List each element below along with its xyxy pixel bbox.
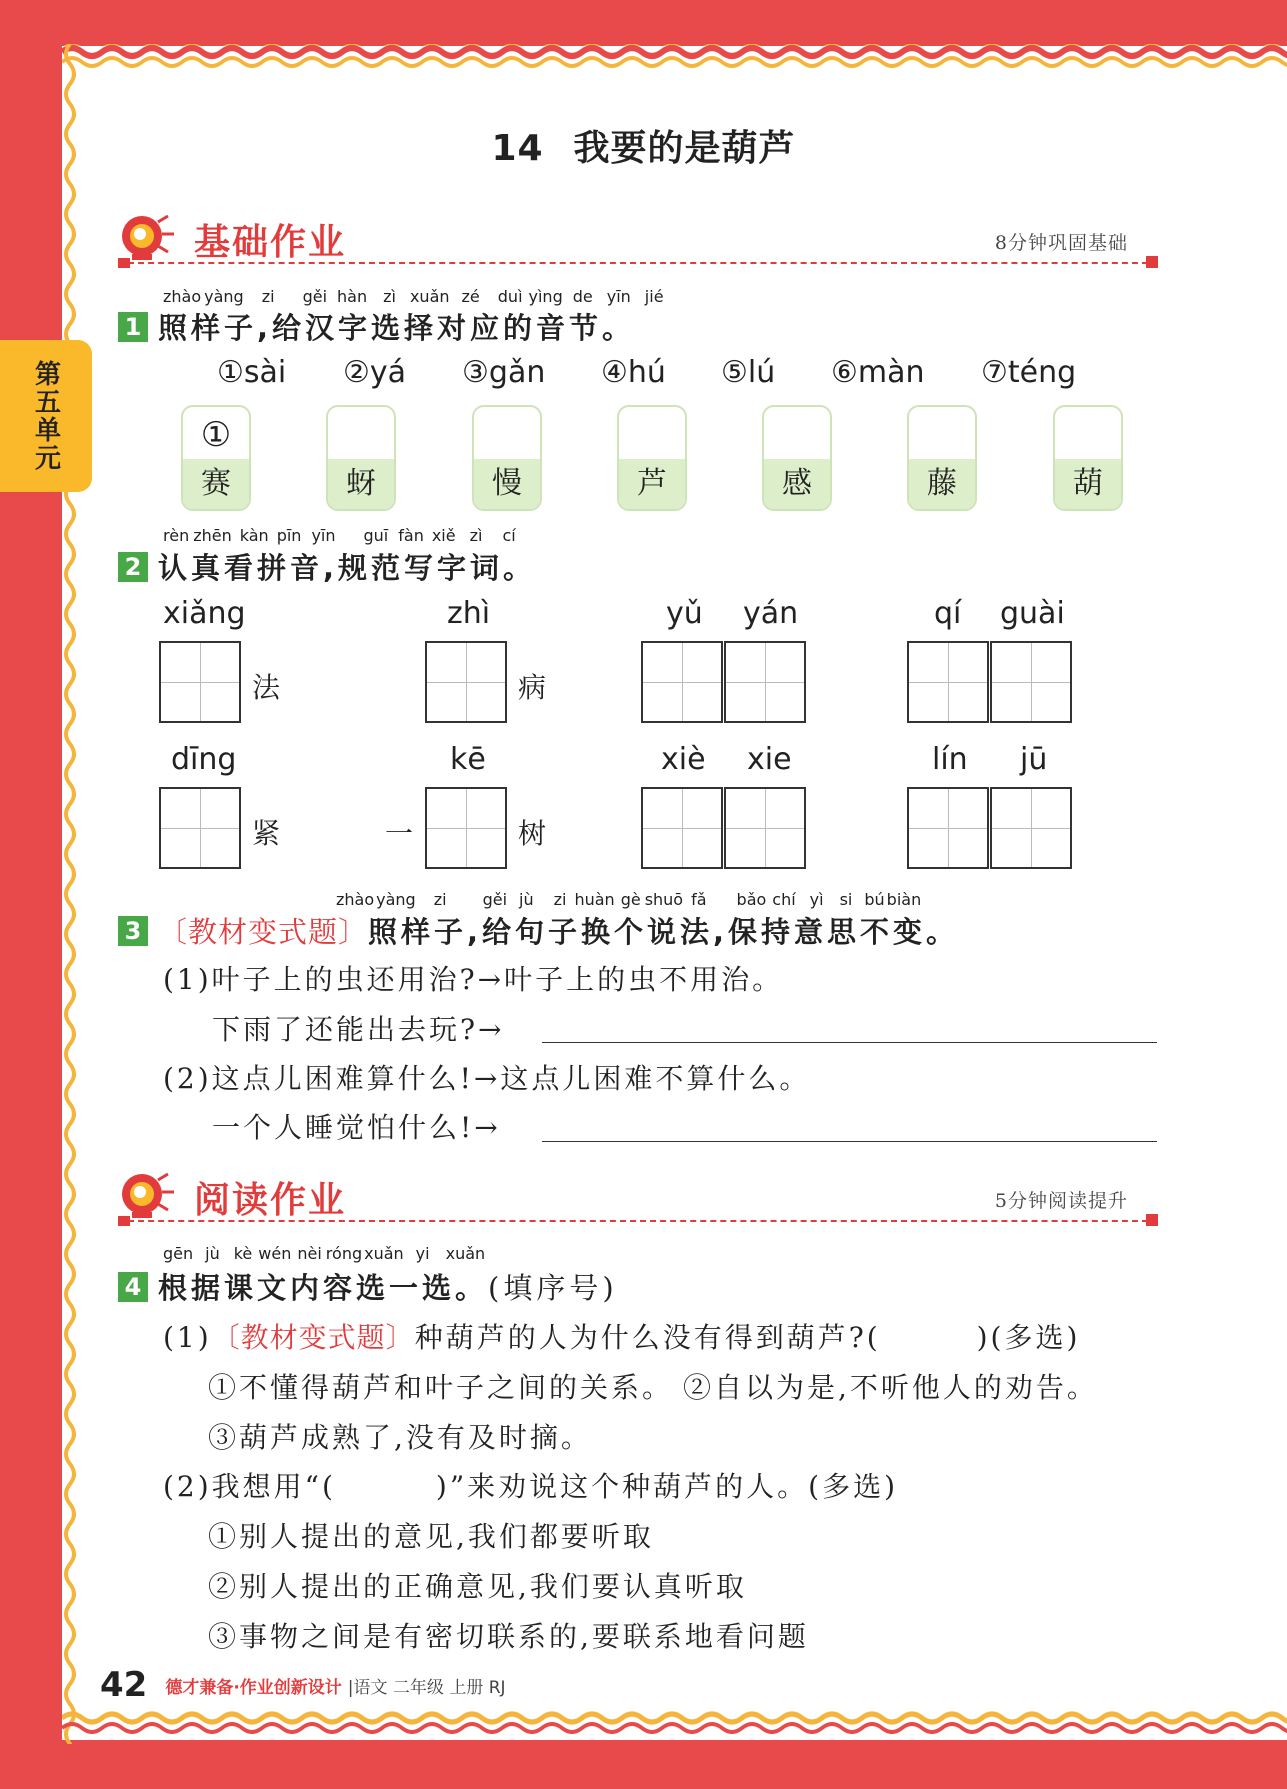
- pinyin-prompt: xie: [747, 742, 792, 777]
- pinyin-prompt: qí: [934, 596, 962, 631]
- question-number: 1: [118, 312, 148, 342]
- page-footer: [100, 1665, 506, 1705]
- writing-grid[interactable]: [159, 641, 241, 723]
- decorative-wave-border-top: [62, 44, 1287, 78]
- rewrite-prompt: 下雨了还能出去玩?→: [212, 1013, 505, 1046]
- character-card: [326, 405, 396, 511]
- pinyin-prompt: lín: [932, 742, 968, 777]
- answer-slot[interactable]: [1055, 407, 1121, 459]
- divider-end-right: [1146, 1214, 1158, 1226]
- section-label: 基础作业: [194, 222, 347, 263]
- divider-end-right: [1146, 256, 1158, 268]
- question-4-text: 根据课文内容选一选。: [158, 1271, 489, 1305]
- writing-grid[interactable]: [641, 641, 723, 723]
- character: 藤: [909, 459, 975, 509]
- pinyin-prompt: zhì: [447, 596, 491, 631]
- given-character: 法: [252, 671, 281, 704]
- pinyin-prompt: xiè: [661, 742, 706, 777]
- example-sentence: (1)叶子上的虫还用治?→叶子上的虫不用治。: [163, 963, 784, 996]
- writing-grid[interactable]: [724, 641, 806, 723]
- pinyin-prompt: kē: [450, 742, 486, 777]
- textbook-variant-tag: 〔教材变式题〕: [211, 1321, 415, 1354]
- section-header-basic: [118, 212, 1158, 272]
- given-character: 树: [518, 817, 547, 850]
- writing-grid[interactable]: [907, 787, 989, 869]
- given-character: 一: [385, 817, 414, 850]
- writing-grid[interactable]: [990, 787, 1072, 869]
- character-card: [617, 405, 687, 511]
- answer-slot[interactable]: [619, 407, 685, 459]
- section-label: 阅读作业: [194, 1180, 347, 1221]
- syllable-option: ③gǎn: [462, 355, 546, 390]
- question-1-pinyin: zhào yàng zi gěi hàn zì xuǎn zé duì yìng de yīn jié: [163, 287, 664, 306]
- section-time-note: 8分钟巩固基础: [994, 232, 1128, 254]
- pinyin-prompt: dīng: [171, 742, 237, 777]
- pinyin-prompt: yán: [743, 596, 799, 631]
- unit-tab: 第五单元: [0, 340, 92, 492]
- answer-slot[interactable]: ①: [200, 415, 232, 455]
- character-card: [1053, 405, 1123, 511]
- answer-slot[interactable]: [474, 407, 540, 459]
- character: 感: [764, 459, 830, 509]
- lesson-title: [0, 120, 1287, 171]
- character: 赛: [183, 459, 249, 509]
- rewrite-prompt: 一个人睡觉怕什么!→: [212, 1111, 501, 1144]
- character-card: [181, 405, 251, 511]
- divider-end-left: [118, 258, 130, 268]
- answer-line[interactable]: [542, 1042, 1157, 1043]
- character: 芦: [619, 459, 685, 509]
- section-time-note: 5分钟阅读提升: [994, 1190, 1128, 1212]
- writing-grid[interactable]: [990, 641, 1072, 723]
- question-2-text: 认真看拼音,规范写字词。: [158, 551, 537, 585]
- sub-question-1: (1)〔教材变式题〕种葫芦的人为什么没有得到葫芦?( )(多选): [163, 1321, 1081, 1354]
- lesson-number: 14: [491, 128, 544, 169]
- writing-grid[interactable]: [425, 641, 507, 723]
- question-4-hint: (填序号): [488, 1271, 618, 1305]
- syllable-option: ④hú: [601, 355, 666, 390]
- pinyin-prompt: xiǎng: [163, 596, 246, 631]
- character-card: [762, 405, 832, 511]
- writing-grid[interactable]: [425, 787, 507, 869]
- question-4-pinyin: gēn jù kè wén nèi róng xuǎn yi xuǎn: [163, 1244, 486, 1263]
- syllable-option: ⑤lú: [721, 355, 776, 390]
- given-character: 紧: [252, 817, 281, 850]
- textbook-variant-tag: 〔教材变式题〕: [158, 915, 369, 949]
- pinyin-prompt: jū: [1020, 742, 1048, 777]
- syllable-option: ⑥màn: [831, 355, 925, 390]
- syllable-option: ①sài: [217, 355, 287, 390]
- option: ③事物之间是有密切联系的,要联系地看问题: [208, 1620, 809, 1653]
- series-brand: 德才兼备·作业创新设计: [165, 1677, 342, 1698]
- question-1-text: 照样子,给汉字选择对应的音节。: [158, 311, 636, 345]
- pinyin-prompt: yǔ: [666, 596, 703, 631]
- syllable-option: ②yá: [343, 355, 407, 390]
- writing-grid[interactable]: [159, 787, 241, 869]
- question-2-pinyin: rèn zhēn kàn pīn yīn guī fàn xiě zì cí: [163, 526, 516, 545]
- answer-slot[interactable]: [328, 407, 394, 459]
- syllable-option: ⑦téng: [981, 355, 1077, 390]
- sub-question-2: (2)我想用“( )”来劝说这个种葫芦的人。(多选): [163, 1470, 898, 1503]
- option: ③葫芦成熟了,没有及时摘。: [208, 1421, 592, 1454]
- divider-end-left: [118, 1216, 130, 1226]
- option: ①不懂得葫芦和叶子之间的关系。 ②自以为是,不听他人的劝告。: [208, 1371, 1098, 1404]
- question-number: 4: [118, 1272, 148, 1302]
- answer-slot[interactable]: [909, 407, 975, 459]
- section-divider: [118, 262, 1158, 264]
- option: ②别人提出的正确意见,我们要认真听取: [208, 1570, 747, 1603]
- writing-grid[interactable]: [907, 641, 989, 723]
- writing-grid[interactable]: [641, 787, 723, 869]
- answer-line[interactable]: [542, 1141, 1157, 1142]
- writing-grid[interactable]: [724, 787, 806, 869]
- answer-slot[interactable]: [764, 407, 830, 459]
- section-divider: [118, 1220, 1158, 1222]
- lesson-title-text: 我要的是葫芦: [573, 128, 796, 169]
- question-3-pinyin: zhào yàng zi gěi jù zi huàn gè shuō fǎ bǎo chí yì si bú biàn: [336, 890, 922, 909]
- character-card: [472, 405, 542, 511]
- page-number: 42: [100, 1665, 148, 1705]
- question-3-text: 照样子,给句子换个说法,保持意思不变。: [368, 915, 960, 949]
- option: ①别人提出的意见,我们都要听取: [208, 1520, 654, 1553]
- example-sentence: (2)这点儿困难算什么!→这点儿困难不算什么。: [163, 1062, 811, 1095]
- given-character: 病: [518, 671, 547, 704]
- character: 葫: [1055, 459, 1121, 509]
- character: 慢: [474, 459, 540, 509]
- character-card: [907, 405, 977, 511]
- question-number: 3: [118, 916, 148, 946]
- question-number: 2: [118, 552, 148, 582]
- decorative-wave-border-bottom: [62, 1704, 1287, 1738]
- pinyin-prompt: guài: [1000, 596, 1065, 631]
- decorative-wave-border-left: [50, 44, 84, 1744]
- character: 蚜: [328, 459, 394, 509]
- book-meta: |语文 二年级 上册 RJ: [347, 1677, 506, 1698]
- section-header-reading: [118, 1170, 1158, 1230]
